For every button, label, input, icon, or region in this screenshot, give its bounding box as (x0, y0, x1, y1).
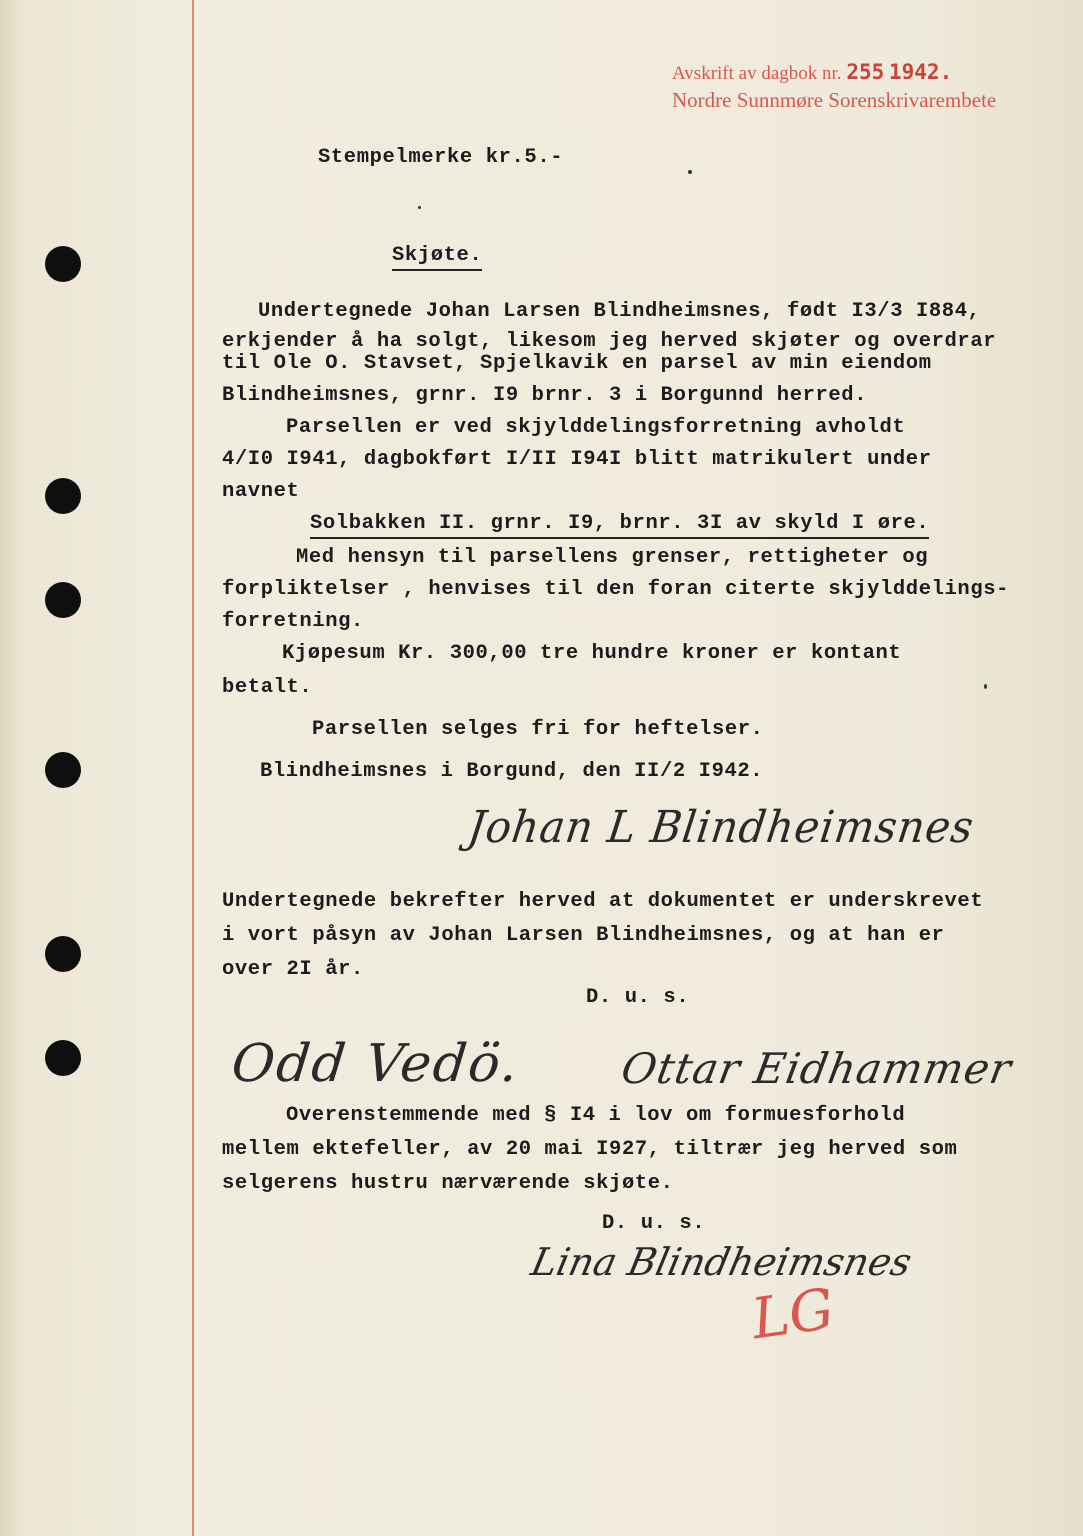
purchase-price-line: Kjøpesum Kr. 300,00 tre hundre kroner er kontant (282, 642, 902, 665)
punch-hole-4 (45, 752, 81, 788)
ink-speck (688, 170, 692, 174)
body-line: Parsellen er ved skjylddelingsforretning avholdt (286, 416, 906, 439)
seller-signature: Johan L Blindheimsnes (464, 802, 978, 853)
body-line: Undertegnede Johan Larsen Blindheimsnes, født I3/3 I884, (258, 300, 981, 323)
registry-year: 1942. (889, 60, 953, 84)
punch-hole-5 (45, 936, 81, 972)
red-margin-line (192, 0, 194, 1536)
consent-line: selgerens hustru nærværende skjøte. (222, 1172, 674, 1195)
witness-signature-1: Odd Vedö. (228, 1034, 523, 1094)
spouse-signature: Lina Blindheimsnes (527, 1240, 916, 1284)
parcel-designation (310, 512, 929, 535)
punch-hole-1 (45, 246, 81, 282)
registry-stamp-office: Nordre Sunnmøre Sorenskrivarembete (672, 88, 997, 112)
consent-line: mellem ektefeller, av 20 mai I927, tiltrær jeg herved som (222, 1138, 958, 1161)
body-line: forretning. (222, 610, 364, 633)
body-line: 4/I0 I941, dagbokført I/II I94I blitt matrikulert under (222, 448, 932, 471)
ink-speck (984, 684, 987, 689)
registry-stamp-prefix: Avskrift av dagbok nr. (672, 63, 842, 84)
registry-entry-number: 255 (846, 60, 885, 84)
parcel-designation-text: Solbakken II. grnr. I9, brnr. 3I av skyld I øre. (310, 512, 929, 539)
document-title-text: Skjøte. (392, 244, 482, 271)
body-line: Med hensyn til parsellens grenser, rettigheter og (296, 546, 929, 569)
body-line: erkjender å ha solgt, likesom jeg herved skjøter og overdrar (222, 330, 997, 353)
registry-stamp-line-1 (672, 60, 952, 85)
dus-abbreviation-1: D. u. s. (586, 986, 690, 1009)
witness-line: i vort påsyn av Johan Larsen Blindheimsnes, og at han er (222, 924, 945, 947)
place-date-line: Blindheimsnes i Borgund, den II/2 I942. (260, 760, 764, 783)
body-line: betalt. (222, 676, 313, 699)
clerk-initials: LG (747, 1276, 839, 1353)
document-title (392, 244, 482, 267)
ink-speck (418, 206, 421, 209)
witness-line: Undertegnede bekrefter herved at dokumentet er underskrevet (222, 890, 984, 913)
punch-hole-6 (45, 1040, 81, 1076)
stamp-duty-note: Stempelmerke kr.5.- (318, 146, 564, 169)
body-line: til Ole O. Stavset, Spjelkavik en parsel av min eiendom (222, 352, 932, 375)
punch-hole-3 (45, 582, 81, 618)
dus-abbreviation-2: D. u. s. (602, 1212, 706, 1235)
witness-signature-2: Ottar Eidhammer (617, 1044, 1016, 1093)
body-line: forpliktelser , henvises til den foran citerte skjylddelings- (222, 578, 1010, 601)
consent-line: Overenstemmende med § I4 i lov om formuesforhold (286, 1104, 906, 1127)
witness-line: over 2I år. (222, 958, 364, 981)
body-line: navnet (222, 480, 300, 503)
body-line: Parsellen selges fri for heftelser. (312, 718, 764, 741)
body-line: Blindheimsnes, grnr. I9 brnr. 3 i Borgunnd herred. (222, 384, 868, 407)
punch-hole-2 (45, 478, 81, 514)
